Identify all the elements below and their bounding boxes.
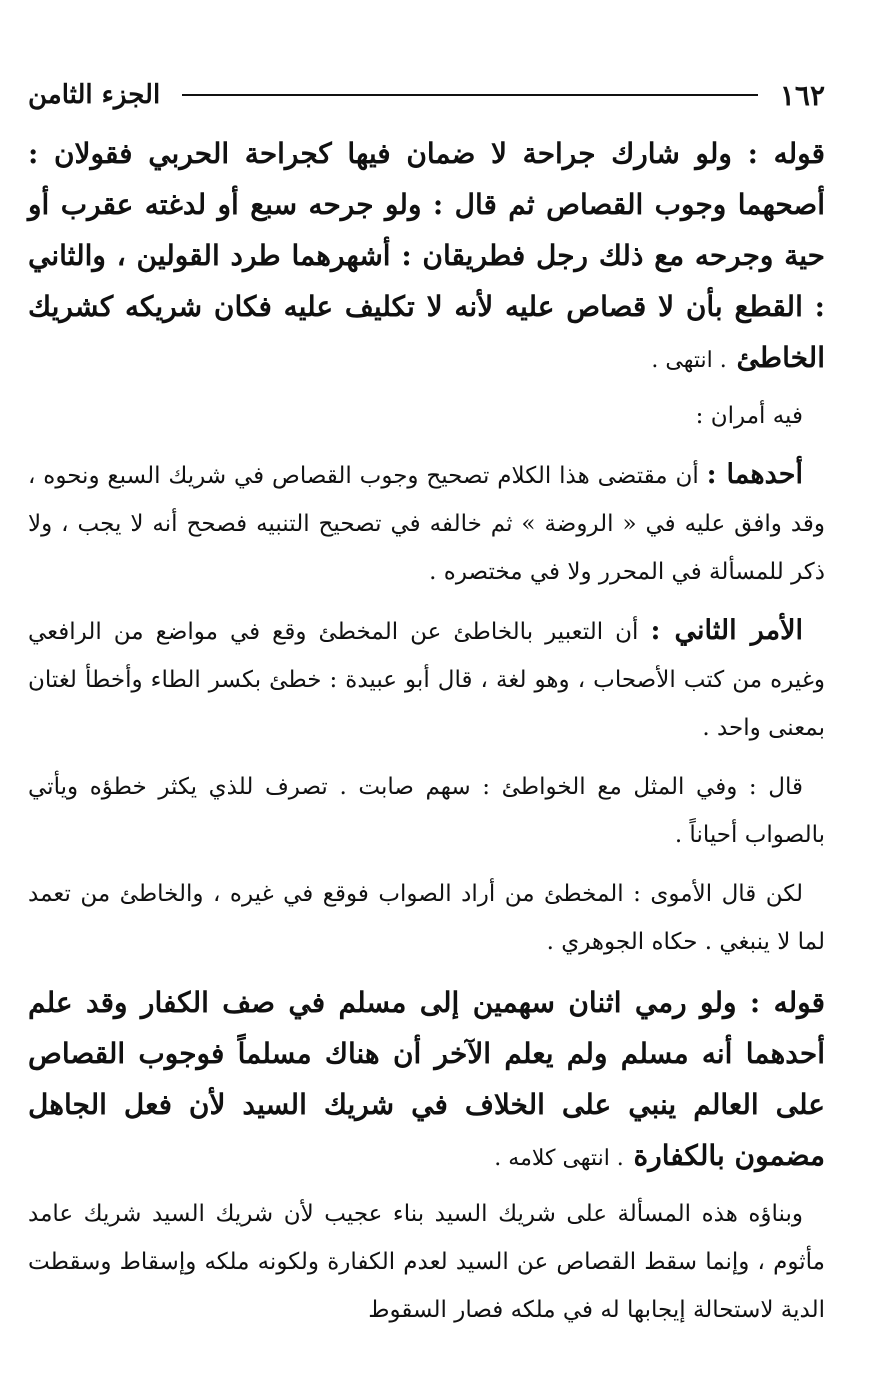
comment-lead: أحدهما : — [706, 459, 803, 490]
comment-text: أن مقتضى هذا الكلام تصحيح وجوب القصاص في شريك السبع ونحوه ، وقد وافق عليه في « الروضة » ثم خالفه في تصحيح التنبيه فصحح أنه لا يجب ، ولا ذكر للمسألة في المحرر ولا في مختصره . — [28, 463, 825, 585]
quoted-passage-2 — [28, 977, 825, 1184]
page-number: ١٦٢ — [779, 78, 825, 112]
quoted-passage-1 — [28, 128, 825, 386]
comment-second-point — [28, 607, 825, 752]
comment-lead: الأمر الثاني : — [650, 615, 803, 646]
comment-intro — [28, 392, 825, 440]
comment-text: وبناؤه هذه المسألة على شريك السيد بناء عجيب لأن شريك السيد شريك عامد مأثوم ، وإنما سقط القصاص عن السيد لعدم الكفارة ولكونه ملكه وإسقاط وسقطت الدية لاستحالة إيجابها له في ملكه فصار السقوط — [28, 1201, 825, 1323]
comment-text: فيه أمران : — [695, 403, 803, 429]
comment-text: قال : وفي المثل مع الخواطئ : سهم صابت . تصرف للذي يكثر خطؤه ويأتي بالصواب أحياناً . — [28, 774, 825, 848]
page-header — [28, 70, 825, 120]
quoted-passage-tail: . انتهى كلامه . — [494, 1146, 624, 1171]
quoted-passage-text: قوله : ولو شارك جراحة لا ضمان فيها كجراحة الحربي فقولان : أصحهما وجوب القصاص ثم قال : ولو جرحه سبع أو لدغته عقرب أو حية وجرحه مع ذلك رجل فطريقان : أشهرهما طرد القولين ، والثاني : القطع بأن لا قصاص عليه لأنه لا تكليف عليه فكان شريكه كشريك الخاطئ — [28, 137, 825, 374]
comment-analysis — [28, 1190, 825, 1334]
comment-text: أن التعبير بالخاطئ عن المخطئ وقع في مواضع من الرافعي وغيره من كتب الأصحاب ، وهو لغة ، قال أبو عبيدة : خطئ بكسر الطاء وأخطأ لغتان بمعنى واحد . — [28, 619, 825, 741]
quoted-passage-tail: . انتهى . — [651, 348, 727, 373]
comment-first-point — [28, 451, 825, 596]
body-text — [28, 128, 825, 1334]
comment-text: لكن قال الأموى : المخطئ من أراد الصواب فوقع في غيره ، والخاطئ من تعمد لما لا ينبغي . حكاه الجوهري . — [28, 881, 825, 955]
running-title: الجزء الثامن — [28, 80, 161, 110]
comment-proverb — [28, 763, 825, 859]
quoted-passage-text: قوله : ولو رمي اثنان سهمين إلى مسلم في صف الكفار وقد علم أحدهما أنه مسلم ولم يعلم الآخر أن هناك مسلماً فوجوب القصاص على العالم ينبي على الخلاف في شريك السيد لأن فعل الجاهل مضمون بالكفارة — [28, 986, 825, 1172]
comment-umawi — [28, 870, 825, 966]
header-rule — [182, 94, 758, 96]
